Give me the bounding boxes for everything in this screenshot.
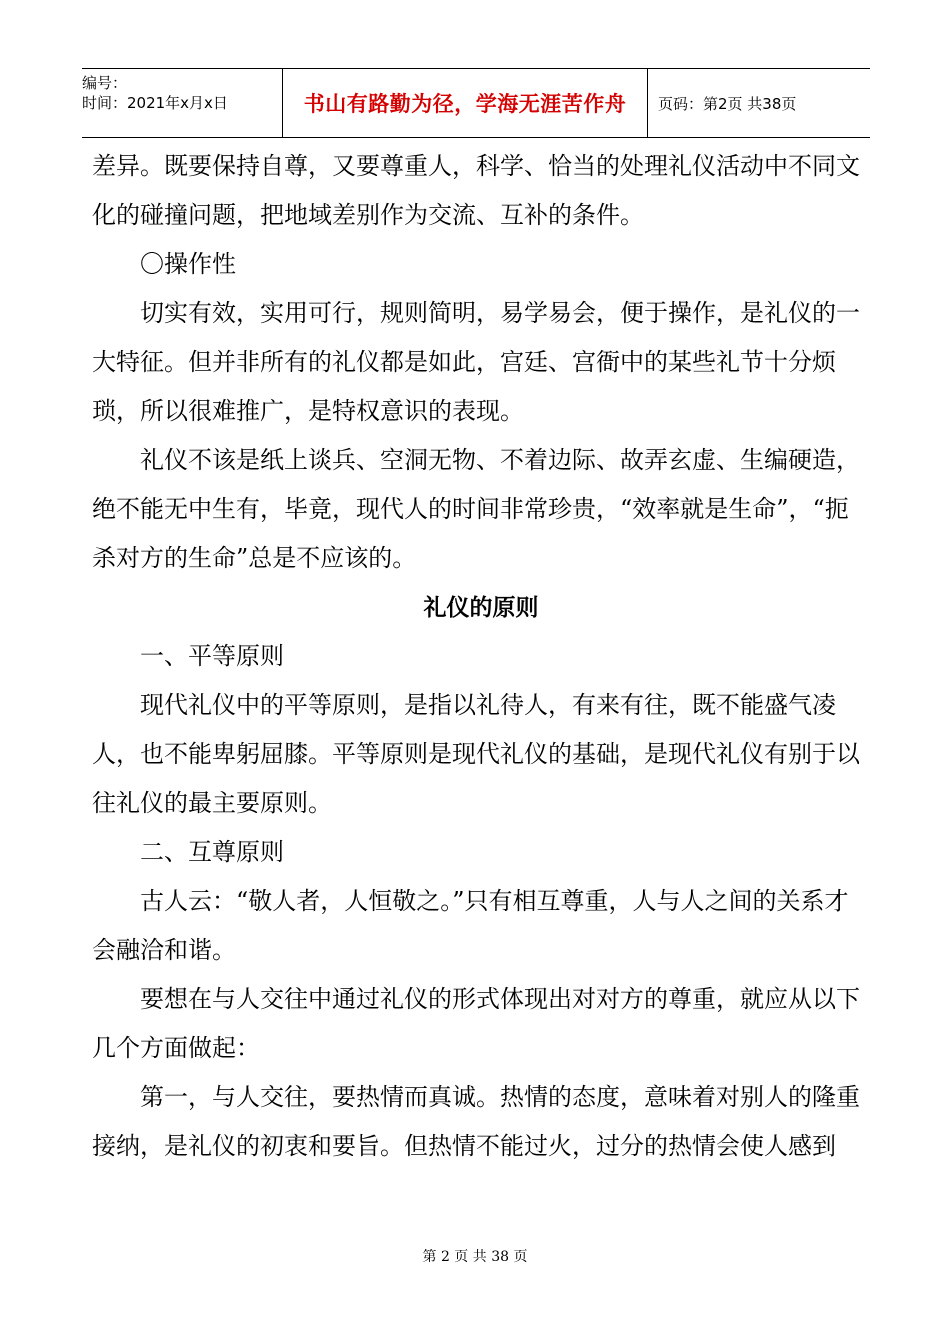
paragraph: 古人云：“敬人者，人恒敬之。”只有相互尊重，人与人之间的关系才会融洽和谐。 xyxy=(92,887,849,964)
header-page-info: 页码：第2页 共38页 xyxy=(658,94,797,113)
paragraph: 切实有效，实用可行，规则简明，易学易会，便于操作，是礼仪的一大特征。但并非所有的礼仪都是如此，宫廷、宫衙中的某些礼节十分烦琐，所以很难推广，是特权意识的表现。 xyxy=(92,299,860,425)
document-date: 时间：2021年x月x日 xyxy=(82,94,228,112)
header-slogan: 书山有路勤为径，学海无涯苦作舟 xyxy=(283,69,648,137)
document-number-label: 编号： xyxy=(82,74,128,92)
page-footer: 第 2 页 共 38 页 xyxy=(422,1249,528,1265)
paragraph: 礼仪不该是纸上谈兵、空洞无物、不着边际、故弄玄虚、生编硬造，绝不能无中生有，毕竟，现代人的时间非常珍贵，“效率就是生命”，“扼杀对方的生命”总是不应该的。 xyxy=(92,446,860,572)
paragraph: 现代礼仪中的平等原则，是指以礼待人，有来有往，既不能盛气凌人，也不能卑躬屈膝。平等原则是现代礼仪的基础，是现代礼仪有别于以往礼仪的最主要原则。 xyxy=(92,691,860,817)
paragraph: 差异。既要保持自尊，又要尊重人，科学、恰当的处理礼仪活动中不同文化的碰撞问题，把地域差别作为交流、互补的条件。 xyxy=(92,152,860,229)
subheading-operability: 〇操作性 xyxy=(140,250,236,278)
paragraph: 第一，与人交往，要热情而真诚。热情的态度，意味着对别人的隆重接纳，是礼仪的初衷和要旨。但热情不能过火，过分的热情会使人感到 xyxy=(92,1083,860,1160)
subheading-equality: 一、平等原则 xyxy=(140,642,284,670)
paragraph: 要想在与人交往中通过礼仪的形式体现出对对方的尊重，就应从以下几个方面做起： xyxy=(92,985,860,1062)
page-header xyxy=(82,68,870,138)
subheading-mutual-respect: 二、互尊原则 xyxy=(140,838,284,866)
document-body xyxy=(92,142,870,1171)
header-meta xyxy=(82,69,283,137)
section-title: 礼仪的原则 xyxy=(423,594,539,621)
